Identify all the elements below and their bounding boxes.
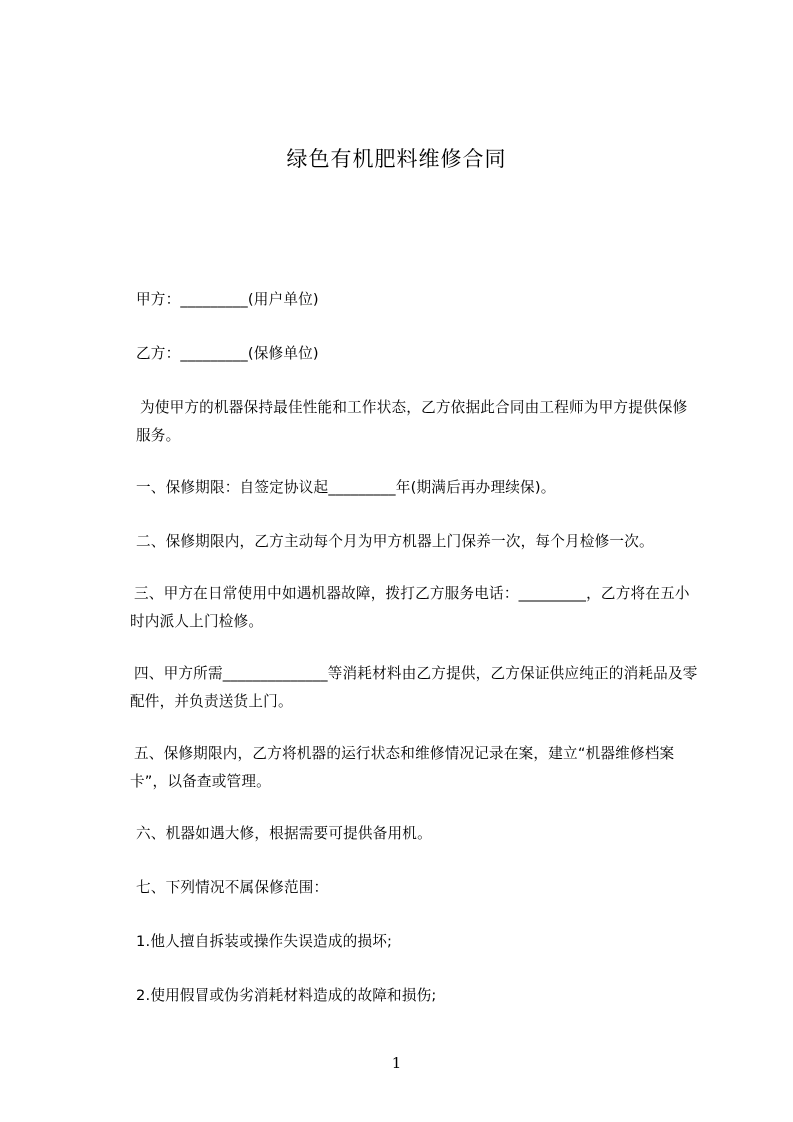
page-number: 1 bbox=[391, 1054, 402, 1072]
clause-4: 四、甲方所需______________等消耗材料由乙方提供，乙方保证供应纯正的消耗品及零配件，并负责送货上门。 bbox=[130, 665, 698, 710]
clause-7: 七、下列情况不属保修范围： bbox=[136, 879, 329, 896]
clause-6: 六、机器如遇大修，根据需要可提供备用机。 bbox=[136, 825, 432, 842]
clause-2: 二、保修期限内，乙方主动每个月为甲方机器上门保养一次，每个月检修一次。 bbox=[136, 533, 654, 550]
clause-3: 三、甲方在日常使用中如遇机器故障，拨打乙方服务电话：_________，乙方将在五小时内派人上门检修。 bbox=[130, 585, 690, 630]
party-b-line: 乙方：_________(保修单位) bbox=[136, 345, 319, 362]
preamble-paragraph: 为使甲方的机器保持最佳性能和工作状态，乙方依据此合同由工程师为甲方提供保修服务。 bbox=[136, 399, 688, 444]
clause-5: 五、保修期限内，乙方将机器的运行状态和维修情况记录在案，建立“机器维修档案卡”，以备查或管理。 bbox=[130, 745, 675, 790]
party-a-line: 甲方：_________(用户单位) bbox=[136, 291, 319, 308]
clause-7-item-1: 1.他人擅自拆装或操作失误造成的损坏; bbox=[136, 933, 393, 950]
clause-1: 一、保修期限：自签定协议起_________年(期满后再办理续保)。 bbox=[136, 479, 556, 496]
contract-title: 绿色有机肥料维修合同 bbox=[286, 147, 507, 171]
clause-7-item-2: 2.使用假冒或伪劣消耗材料造成的故障和损伤; bbox=[136, 987, 437, 1004]
